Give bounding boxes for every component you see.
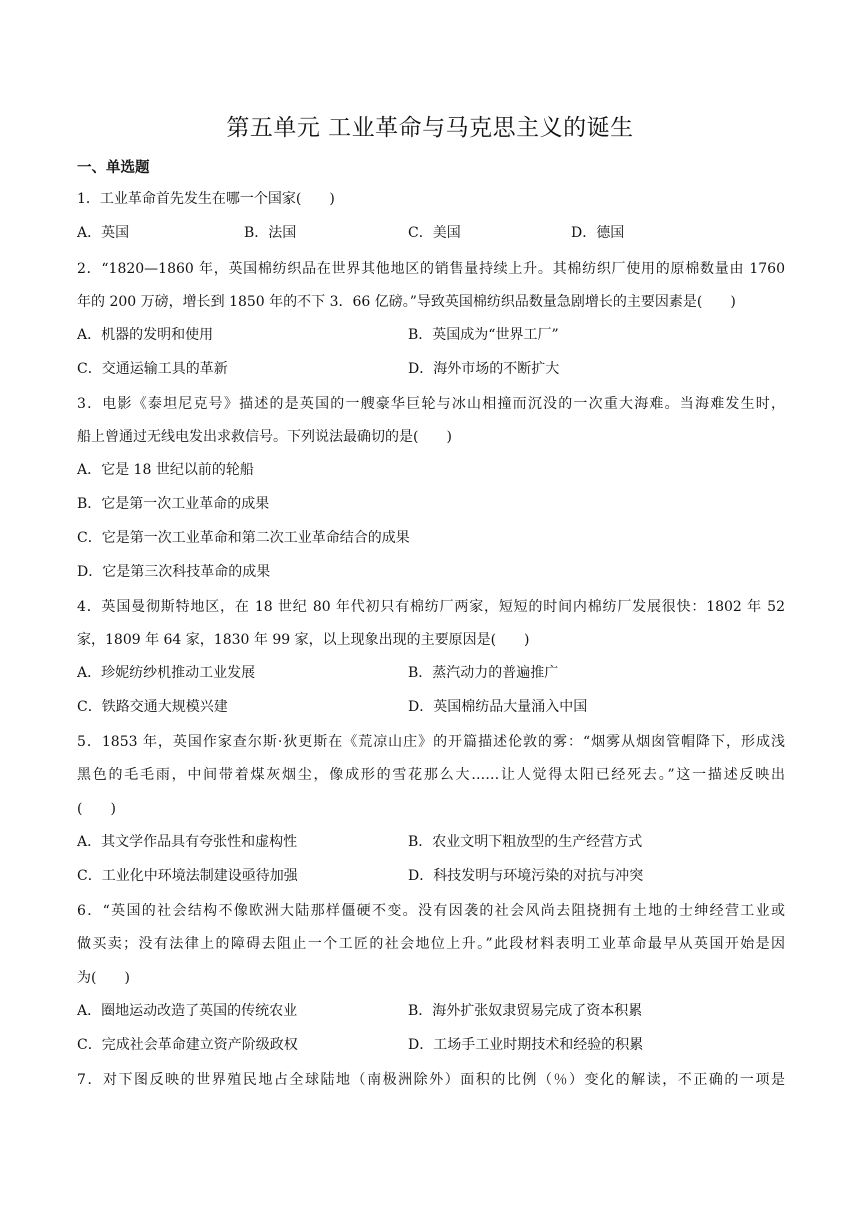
question-5-option-a: A．其文学作品具有夸张性和虚构性 — [77, 834, 298, 850]
question-5-text-line-1: 5．1853 年，英国作家查尔斯·狄更斯在《荒凉山庄》的开篇描述伦敦的雾：“烟雾从烟囱管帽降下，形成浅 — [77, 734, 785, 750]
question-3-option-a: A．它是 18 世纪以前的轮船 — [77, 462, 254, 478]
question-1-option-a: A．英国 — [77, 225, 130, 241]
question-1-option-b: B．法国 — [244, 225, 297, 241]
question-3-option-b: B．它是第一次工业革命的成果 — [77, 496, 270, 512]
question-3-option-c: C．它是第一次工业革命和第二次工业革命结合的成果 — [77, 530, 410, 546]
question-2-text-line-1: 2．“1820—1860 年，英国棉纺织品在世界其他地区的销售量持续上升。其棉纺织厂使用的原棉数量由 1760 — [77, 261, 785, 277]
question-7-text-line-1: 7．对下图反映的世界殖民地占全球陆地（南极洲除外）面积的比例（％）变化的解读，不正确的一项是 — [77, 1072, 785, 1088]
question-4-option-b: B．蒸汽动力的普遍推广 — [408, 665, 559, 681]
question-4-option-a: A．珍妮纺纱机推动工业发展 — [77, 665, 256, 681]
section-heading: 一、单选题 — [77, 160, 150, 176]
question-5-option-b: B．农业文明下粗放型的生产经营方式 — [408, 834, 643, 850]
question-4-text-line-1: 4．英国曼彻斯特地区，在 18 世纪 80 年代初只有棉纺厂两家，短短的时间内棉纺厂发展很快：1802 年 52 — [77, 599, 785, 615]
question-1-option-d: D．德国 — [571, 225, 625, 241]
question-5-option-d: D．科技发明与环境污染的对抗与冲突 — [408, 868, 644, 884]
question-6-text-line-3: 为( ) — [77, 970, 130, 986]
question-5-text-line-2: 黑色的毛毛雨，中间带着煤灰烟尘，像成形的雪花那么大……让人觉得太阳已经死去。”这一描述反映出 — [77, 767, 785, 783]
question-2-option-b: B．英国成为“世界工厂” — [408, 327, 559, 343]
question-5-option-c: C．工业化中环境法制建设亟待加强 — [77, 868, 298, 884]
question-6-text-line-2: 做买卖；没有法律上的障碍去阻止一个工匠的社会地位上升。”此段材料表明工业革命最早从英国开始是因 — [77, 936, 785, 952]
page-title: 第五单元 工业革命与马克思主义的诞生 — [226, 115, 634, 141]
question-6-option-d: D．工场手工业时期技术和经验的积累 — [408, 1037, 644, 1053]
question-6-option-b: B．海外扩张奴隶贸易完成了资本积累 — [408, 1003, 643, 1019]
question-4-text-line-2: 家，1809 年 64 家，1830 年 99 家，以上现象出现的主要原因是( ) — [77, 632, 530, 648]
question-2-text-line-2: 年的 200 万磅，增长到 1850 年的不下 3．66 亿磅。”导致英国棉纺织品数量急剧增长的主要因素是( ) — [77, 294, 736, 310]
question-2-option-c: C．交通运输工具的革新 — [77, 361, 228, 377]
question-4-option-c: C．铁路交通大规模兴建 — [77, 699, 228, 715]
question-3-option-d: D．它是第三次科技革命的成果 — [77, 564, 271, 580]
question-5-text-line-3: ( ) — [77, 801, 116, 817]
question-6-option-c: C．完成社会革命建立资产阶级政权 — [77, 1037, 298, 1053]
question-6-option-a: A．圈地运动改造了英国的传统农业 — [77, 1003, 298, 1019]
question-2-option-a: A．机器的发明和使用 — [77, 327, 214, 343]
question-6-text-line-1: 6．“英国的社会结构不像欧洲大陆那样僵硬不变。没有因袭的社会风尚去阻挠拥有土地的士绅经营工业或 — [77, 903, 785, 919]
question-3-text-line-1: 3．电影《泰坦尼克号》描述的是英国的一艘豪华巨轮与冰山相撞而沉没的一次重大海难。当海难发生时， — [77, 396, 785, 412]
question-2-option-d: D．海外市场的不断扩大 — [408, 361, 560, 377]
question-1-option-c: C．美国 — [408, 225, 461, 241]
question-4-option-d: D．英国棉纺品大量涌入中国 — [408, 699, 588, 715]
question-3-text-line-2: 船上曾通过无线电发出求救信号。下列说法最确切的是( ) — [77, 429, 452, 445]
question-1-text: 1．工业革命首先发生在哪一个国家( ) — [77, 191, 335, 207]
